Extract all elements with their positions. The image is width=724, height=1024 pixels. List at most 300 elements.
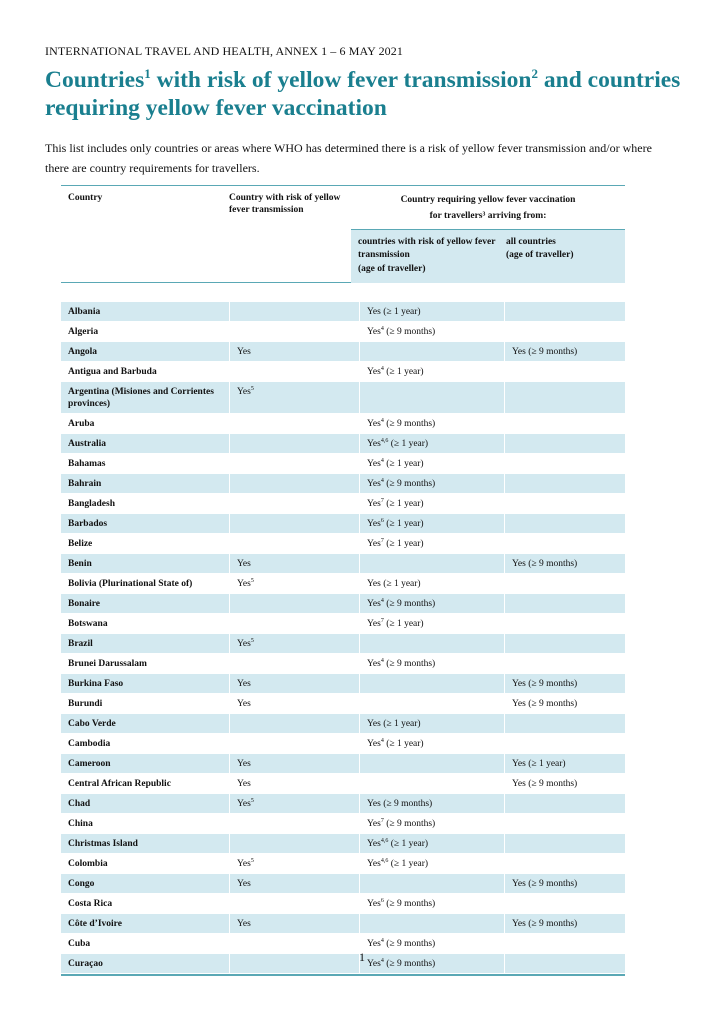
req-risk-footnote: 4 — [380, 657, 384, 664]
cell-req-all-countries — [504, 322, 615, 341]
req-risk-age: (≥ 1 year) — [383, 738, 424, 749]
cell-country — [61, 514, 229, 533]
title-footnote-1: 1 — [144, 66, 151, 81]
cell-req-all-countries — [504, 674, 615, 693]
cell-req-all-countries — [504, 474, 615, 493]
cell-country — [61, 614, 229, 633]
table-bottom-rule — [61, 974, 625, 976]
risk-value: Yes — [237, 798, 251, 809]
req-risk-value — [367, 839, 428, 849]
req-risk-yes: Yes — [367, 326, 381, 337]
req-risk-value — [367, 739, 424, 749]
cell-country — [61, 574, 229, 593]
cell-req-all-countries — [504, 414, 615, 433]
cell-req-risk-countries — [359, 534, 504, 553]
cell-req-all-countries — [504, 754, 615, 773]
cell-req-all-countries — [504, 634, 615, 653]
req-all-value: Yes (≥ 9 months) — [512, 878, 578, 889]
cell-req-risk-countries — [359, 694, 504, 713]
table-row — [61, 454, 625, 474]
cell-req-all-countries — [504, 594, 615, 613]
cell-req-all-countries — [504, 342, 615, 361]
header-sub-all-countries-line2: (age of traveller) — [506, 250, 574, 260]
cell-country — [61, 894, 229, 913]
req-risk-value: Yes (≥ 9 months) — [367, 798, 433, 809]
cell-risk — [229, 554, 359, 573]
table-row — [61, 914, 625, 934]
page-number: 1 — [359, 950, 365, 964]
header-requirement-line1: Country requiring yellow fever vaccination — [400, 195, 576, 205]
req-risk-footnote: 4 — [380, 325, 384, 332]
header-risk: Country with risk of yellow fever transmission — [229, 193, 341, 215]
cell-risk — [229, 514, 359, 533]
cell-country — [61, 414, 229, 433]
req-risk-age: (≥ 1 year) — [383, 366, 424, 377]
header-requirement-line2: for travellers³ arriving from: — [429, 211, 547, 221]
risk-value: Yes — [237, 758, 251, 769]
cell-req-risk-countries — [359, 594, 504, 613]
country-name: Albania — [68, 306, 101, 317]
cell-risk — [229, 814, 359, 833]
table-row — [61, 434, 625, 454]
req-risk-yes: Yes — [367, 418, 381, 429]
table-header — [61, 186, 625, 283]
cell-req-risk-countries — [359, 362, 504, 381]
country-name: Congo — [68, 878, 95, 889]
table-row — [61, 322, 625, 342]
yellow-fever-table — [61, 185, 625, 976]
cell-country — [61, 814, 229, 833]
req-risk-value — [367, 819, 435, 829]
req-all-value: Yes (≥ 9 months) — [512, 558, 578, 569]
req-risk-footnote: 4 — [380, 937, 384, 944]
risk-value: Yes — [237, 918, 251, 929]
cell-req-risk-countries — [359, 794, 504, 813]
cell-req-risk-countries — [359, 634, 504, 653]
cell-country — [61, 834, 229, 853]
cell-risk — [229, 454, 359, 473]
country-name: Curaçao — [68, 958, 103, 969]
cell-risk — [229, 674, 359, 693]
table-row — [61, 414, 625, 434]
cell-country — [61, 322, 229, 341]
req-risk-value — [367, 939, 435, 949]
cell-req-all-countries — [504, 434, 615, 453]
title-part-1: Countries — [45, 67, 145, 93]
country-name: Barbados — [68, 518, 108, 529]
cell-risk — [229, 634, 359, 653]
table-row — [61, 714, 625, 734]
cell-country — [61, 654, 229, 673]
table-row — [61, 514, 625, 534]
cell-req-risk-countries — [359, 814, 504, 833]
cell-risk — [229, 834, 359, 853]
cell-req-all-countries — [504, 774, 615, 793]
country-name: Cameroon — [68, 758, 111, 769]
cell-country — [61, 674, 229, 693]
cell-country — [61, 434, 229, 453]
header-subcolumns — [351, 229, 625, 283]
req-risk-age: (≥ 9 months) — [383, 326, 436, 337]
req-risk-value — [367, 367, 424, 377]
cell-risk — [229, 362, 359, 381]
req-risk-age: (≥ 1 year) — [388, 438, 429, 449]
cell-req-risk-countries — [359, 874, 504, 893]
cell-country — [61, 694, 229, 713]
country-name: Algeria — [68, 326, 99, 337]
req-risk-footnote: 4,6 — [380, 437, 389, 444]
cell-risk — [229, 494, 359, 513]
table-row — [61, 494, 625, 514]
req-risk-age: (≥ 1 year) — [383, 538, 424, 549]
header-sub-risk-countries-line2: (age of traveller) — [358, 264, 426, 274]
cell-req-risk-countries — [359, 554, 504, 573]
page-title — [45, 66, 685, 122]
req-risk-yes: Yes — [367, 538, 381, 549]
cell-risk — [229, 694, 359, 713]
req-risk-yes: Yes — [367, 738, 381, 749]
table-row — [61, 874, 625, 894]
cell-req-all-countries — [504, 514, 615, 533]
cell-country — [61, 914, 229, 933]
cell-req-risk-countries — [359, 454, 504, 473]
risk-value: Yes — [237, 878, 251, 889]
cell-country — [61, 734, 229, 753]
cell-risk — [229, 874, 359, 893]
cell-risk — [229, 794, 359, 813]
req-risk-yes: Yes — [367, 858, 381, 869]
req-risk-value — [367, 327, 435, 337]
cell-req-risk-countries — [359, 834, 504, 853]
country-name: Argentina (Misiones and Corrientes provinces) — [68, 386, 214, 409]
cell-req-risk-countries — [359, 342, 504, 361]
req-risk-value — [367, 439, 428, 449]
req-risk-age: (≥ 9 months) — [383, 598, 436, 609]
country-name: Brunei Darussalam — [68, 658, 147, 669]
req-risk-yes: Yes — [367, 478, 381, 489]
req-risk-age: (≥ 1 year) — [383, 618, 424, 629]
country-name: Aruba — [68, 418, 95, 429]
req-risk-footnote: 4 — [380, 597, 384, 604]
req-risk-value — [367, 599, 435, 609]
title-part-3: and countries requiring yellow fever vaccination — [45, 67, 681, 121]
country-name: China — [68, 818, 93, 829]
country-name: Cambodia — [68, 738, 111, 749]
cell-risk — [229, 414, 359, 433]
req-risk-value — [367, 459, 424, 469]
table-row — [61, 754, 625, 774]
cell-req-risk-countries — [359, 574, 504, 593]
cell-country — [61, 454, 229, 473]
risk-footnote: 5 — [250, 857, 254, 864]
cell-req-all-countries — [504, 914, 615, 933]
req-all-value: Yes (≥ 9 months) — [512, 678, 578, 689]
cell-req-risk-countries — [359, 302, 504, 321]
req-risk-yes: Yes — [367, 438, 381, 449]
table-row — [61, 814, 625, 834]
table-row — [61, 574, 625, 594]
table-row — [61, 614, 625, 634]
req-risk-yes: Yes — [367, 618, 381, 629]
req-risk-value — [367, 619, 424, 629]
req-risk-age: (≥ 1 year) — [388, 838, 429, 849]
table-row — [61, 342, 625, 362]
cell-risk — [229, 302, 359, 321]
header-requirement — [351, 192, 625, 224]
cell-req-risk-countries — [359, 754, 504, 773]
header-country: Country — [68, 193, 103, 203]
cell-req-all-countries — [504, 814, 615, 833]
req-risk-yes: Yes — [367, 458, 381, 469]
title-part-2: with risk of yellow fever transmission — [150, 67, 532, 93]
table-row — [61, 302, 625, 322]
country-name: Antigua and Barbuda — [68, 366, 157, 377]
req-risk-age: (≥ 9 months) — [383, 818, 436, 829]
cell-country — [61, 494, 229, 513]
cell-req-all-countries — [504, 302, 615, 321]
cell-req-risk-countries — [359, 894, 504, 913]
cell-country — [61, 874, 229, 893]
title-footnote-2: 2 — [531, 66, 538, 81]
country-name: Belize — [68, 538, 93, 549]
cell-req-all-countries — [504, 794, 615, 813]
cell-country — [61, 302, 229, 321]
cell-req-all-countries — [504, 874, 615, 893]
req-risk-yes: Yes — [367, 818, 381, 829]
country-name: Botswana — [68, 618, 108, 629]
country-name: Benin — [68, 558, 92, 569]
table-row — [61, 634, 625, 654]
req-risk-footnote: 4 — [380, 457, 384, 464]
risk-value: Yes — [237, 638, 251, 649]
cell-risk — [229, 774, 359, 793]
cell-req-risk-countries — [359, 474, 504, 493]
cell-risk — [229, 614, 359, 633]
req-risk-yes: Yes — [367, 658, 381, 669]
table-row — [61, 694, 625, 714]
country-name: Colombia — [68, 858, 108, 869]
req-risk-yes: Yes — [367, 838, 381, 849]
cell-country — [61, 382, 229, 413]
req-risk-age: (≥ 9 months) — [383, 478, 436, 489]
cell-risk — [229, 734, 359, 753]
table-row — [61, 894, 625, 914]
cell-req-risk-countries — [359, 674, 504, 693]
country-name: Cabo Verde — [68, 718, 116, 729]
req-risk-value — [367, 539, 424, 549]
cell-req-all-countries — [504, 854, 615, 873]
cell-country — [61, 854, 229, 873]
req-risk-value — [367, 859, 428, 869]
table-row — [61, 382, 625, 414]
table-row — [61, 794, 625, 814]
cell-req-risk-countries — [359, 494, 504, 513]
req-risk-value — [367, 479, 435, 489]
cell-req-all-countries — [504, 554, 615, 573]
running-header: INTERNATIONAL TRAVEL AND HEALTH, ANNEX 1 – 6 MAY 2021 — [45, 44, 403, 58]
req-risk-yes: Yes — [367, 938, 381, 949]
table-row — [61, 854, 625, 874]
req-risk-value — [367, 499, 424, 509]
req-risk-yes: Yes — [367, 498, 381, 509]
req-risk-age: (≥ 1 year) — [383, 458, 424, 469]
risk-footnote: 5 — [250, 637, 254, 644]
cell-req-all-countries — [504, 694, 615, 713]
table-row — [61, 362, 625, 382]
req-risk-value: Yes (≥ 1 year) — [367, 718, 421, 729]
header-sub-all-countries-line1: all countries — [506, 237, 556, 247]
req-risk-value — [367, 899, 435, 909]
country-name: Bolivia (Plurinational State of) — [68, 578, 193, 589]
table-row — [61, 534, 625, 554]
country-name: Burkina Faso — [68, 678, 124, 689]
risk-value: Yes — [237, 678, 251, 689]
risk-footnote: 5 — [250, 797, 254, 804]
risk-value: Yes — [237, 346, 251, 357]
table-row — [61, 834, 625, 854]
cell-risk — [229, 434, 359, 453]
country-name: Bonaire — [68, 598, 101, 609]
risk-value: Yes — [237, 386, 251, 397]
cell-req-all-countries — [504, 382, 615, 413]
cell-req-all-countries — [504, 614, 615, 633]
req-risk-footnote: 4 — [380, 477, 384, 484]
risk-value: Yes — [237, 698, 251, 709]
cell-req-risk-countries — [359, 714, 504, 733]
cell-req-all-countries — [504, 362, 615, 381]
risk-value: Yes — [237, 578, 251, 589]
req-risk-footnote: 4 — [380, 957, 384, 964]
table-body — [61, 302, 625, 974]
req-risk-age: (≥ 1 year) — [388, 858, 429, 869]
req-risk-footnote: 4 — [380, 737, 384, 744]
cell-risk — [229, 382, 359, 413]
req-risk-age: (≥ 9 months) — [383, 938, 436, 949]
intro-paragraph: This list includes only countries or areas where WHO has determined there is a risk of yellow fever transmission and/or where there are country requirements for travellers. — [45, 141, 652, 175]
country-name: Central African Republic — [68, 778, 171, 789]
req-risk-footnote: 6 — [380, 897, 384, 904]
req-risk-value: Yes (≥ 1 year) — [367, 306, 421, 317]
cell-req-all-countries — [504, 454, 615, 473]
country-name: Angola — [68, 346, 98, 357]
req-risk-footnote: 4,6 — [380, 837, 389, 844]
req-risk-yes: Yes — [367, 958, 381, 969]
cell-req-risk-countries — [359, 734, 504, 753]
cell-req-all-countries — [504, 534, 615, 553]
risk-value: Yes — [237, 858, 251, 869]
req-all-value: Yes (≥ 9 months) — [512, 918, 578, 929]
req-risk-value — [367, 519, 424, 529]
req-risk-footnote: 4 — [380, 417, 384, 424]
cell-country — [61, 634, 229, 653]
cell-risk — [229, 754, 359, 773]
cell-country — [61, 794, 229, 813]
cell-req-risk-countries — [359, 382, 504, 413]
cell-risk — [229, 474, 359, 493]
cell-risk — [229, 594, 359, 613]
cell-req-risk-countries — [359, 614, 504, 633]
country-name: Costa Rica — [68, 898, 113, 909]
req-risk-footnote: 4,6 — [380, 857, 389, 864]
country-name: Burundi — [68, 698, 103, 709]
cell-risk — [229, 322, 359, 341]
req-risk-age: (≥ 9 months) — [383, 658, 436, 669]
req-risk-value: Yes (≥ 1 year) — [367, 578, 421, 589]
req-all-value: Yes (≥ 9 months) — [512, 778, 578, 789]
cell-risk — [229, 654, 359, 673]
req-risk-yes: Yes — [367, 898, 381, 909]
country-name: Bahamas — [68, 458, 106, 469]
req-risk-yes: Yes — [367, 598, 381, 609]
req-risk-age: (≥ 9 months) — [383, 418, 436, 429]
req-risk-value — [367, 659, 435, 669]
risk-footnote: 5 — [250, 385, 254, 392]
cell-risk — [229, 894, 359, 913]
req-risk-age: (≥ 1 year) — [383, 498, 424, 509]
req-risk-age: (≥ 9 months) — [383, 958, 436, 969]
risk-value: Yes — [237, 778, 251, 789]
cell-req-risk-countries — [359, 654, 504, 673]
cell-req-all-countries — [504, 714, 615, 733]
cell-req-risk-countries — [359, 914, 504, 933]
risk-value: Yes — [237, 558, 251, 569]
header-sub-all-countries — [506, 236, 616, 262]
cell-req-all-countries — [504, 894, 615, 913]
country-name: Bangladesh — [68, 498, 115, 509]
req-risk-footnote: 7 — [380, 497, 384, 504]
table-row — [61, 474, 625, 494]
table-row — [61, 674, 625, 694]
cell-risk — [229, 574, 359, 593]
req-all-value: Yes (≥ 9 months) — [512, 698, 578, 709]
req-risk-footnote: 4 — [380, 365, 384, 372]
req-risk-age: (≥ 9 months) — [383, 898, 436, 909]
cell-req-risk-countries — [359, 414, 504, 433]
cell-country — [61, 362, 229, 381]
country-name: Chad — [68, 798, 91, 809]
cell-req-risk-countries — [359, 322, 504, 341]
cell-risk — [229, 714, 359, 733]
cell-req-all-countries — [504, 734, 615, 753]
table-row — [61, 594, 625, 614]
cell-country — [61, 774, 229, 793]
cell-req-all-countries — [504, 654, 615, 673]
cell-country — [61, 474, 229, 493]
req-risk-yes: Yes — [367, 518, 381, 529]
header-sub-risk-countries — [358, 236, 498, 276]
req-risk-value — [367, 419, 435, 429]
country-name: Côte d’Ivoire — [68, 918, 122, 929]
cell-risk — [229, 534, 359, 553]
table-row — [61, 734, 625, 754]
cell-req-risk-countries — [359, 854, 504, 873]
cell-country — [61, 534, 229, 553]
req-risk-footnote: 6 — [380, 517, 384, 524]
cell-country — [61, 594, 229, 613]
cell-req-risk-countries — [359, 434, 504, 453]
risk-footnote: 5 — [250, 577, 254, 584]
cell-req-all-countries — [504, 834, 615, 853]
req-risk-footnote: 7 — [380, 817, 384, 824]
cell-req-risk-countries — [359, 774, 504, 793]
country-name: Cuba — [68, 938, 91, 949]
header-sub-risk-countries-line1: countries with risk of yellow fever transmission — [358, 237, 496, 260]
req-risk-age: (≥ 1 year) — [383, 518, 424, 529]
cell-country — [61, 342, 229, 361]
cell-req-all-countries — [504, 574, 615, 593]
cell-req-risk-countries — [359, 514, 504, 533]
cell-country — [61, 554, 229, 573]
